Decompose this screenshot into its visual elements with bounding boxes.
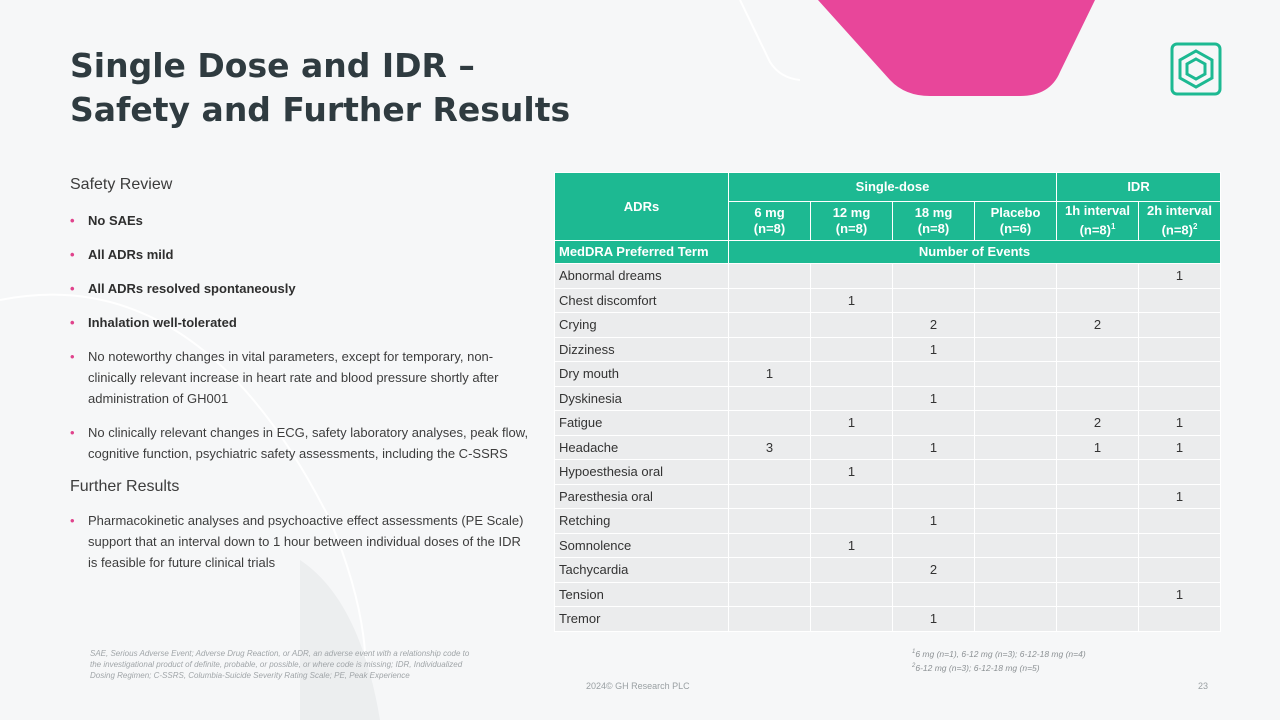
event-count-cell: 1 — [893, 386, 975, 411]
event-count-cell — [1139, 386, 1221, 411]
safety-review-heading: Safety Review — [70, 176, 173, 193]
event-count-cell: 1 — [1057, 435, 1139, 460]
event-count-cell — [975, 582, 1057, 607]
event-count-cell — [893, 582, 975, 607]
event-count-cell — [729, 337, 811, 362]
event-count-cell — [1057, 264, 1139, 289]
event-count-cell — [811, 582, 893, 607]
event-count-cell — [975, 362, 1057, 387]
number-of-events-header: Number of Events — [729, 241, 1221, 264]
adr-term-cell: Tachycardia — [555, 558, 729, 583]
event-count-cell — [729, 411, 811, 436]
event-count-cell — [1139, 362, 1221, 387]
event-count-cell: 1 — [811, 460, 893, 485]
event-count-cell — [1057, 484, 1139, 509]
event-count-cell — [729, 484, 811, 509]
event-count-cell: 1 — [811, 411, 893, 436]
event-count-cell — [1057, 337, 1139, 362]
adr-term-cell: Paresthesia oral — [555, 484, 729, 509]
adr-term-cell: Dyskinesia — [555, 386, 729, 411]
event-count-cell — [975, 411, 1057, 436]
event-count-cell — [729, 558, 811, 583]
event-count-cell: 2 — [893, 313, 975, 338]
event-count-cell — [975, 313, 1057, 338]
event-count-cell — [811, 558, 893, 583]
event-count-cell — [729, 386, 811, 411]
event-count-cell — [811, 386, 893, 411]
table-row — [555, 607, 1221, 632]
safety-bullet: • No SAEs — [70, 210, 530, 231]
abbreviations-footnote: SAE, Serious Adverse Event; Adverse Drug Reaction, or ADR, an adverse event with a relationship code to the investigational product of definite, probable, or possible, or where code is missing; IDR, Individualized Dosing Regimen; C-SSRS, Columbia-Suicide Severity Rating Scale; PE, Peak Experience — [90, 649, 470, 680]
event-count-cell — [893, 411, 975, 436]
event-count-cell — [1139, 460, 1221, 485]
safety-bullet-list — [70, 210, 530, 464]
pink-hexagon-shape — [818, 0, 1095, 96]
event-count-cell: 1 — [811, 533, 893, 558]
event-count-cell — [811, 435, 893, 460]
adr-term-cell: Somnolence — [555, 533, 729, 558]
page-title — [70, 44, 570, 132]
event-count-cell — [811, 362, 893, 387]
event-count-cell — [811, 484, 893, 509]
adr-term-cell: Tremor — [555, 607, 729, 632]
adr-term-cell: Headache — [555, 435, 729, 460]
single-dose-header: Single-dose — [729, 173, 1057, 202]
safety-bullet: • All ADRs resolved spontaneously — [70, 278, 530, 299]
adr-term-cell: Dizziness — [555, 337, 729, 362]
event-count-cell — [893, 362, 975, 387]
event-count-cell — [811, 264, 893, 289]
title-line-1: Single Dose and IDR – — [70, 46, 475, 85]
event-count-cell: 1 — [1139, 411, 1221, 436]
table-row — [555, 558, 1221, 583]
table-row — [555, 264, 1221, 289]
table-row — [555, 386, 1221, 411]
event-count-cell: 1 — [893, 337, 975, 362]
event-count-cell — [811, 607, 893, 632]
table-row — [555, 337, 1221, 362]
event-count-cell — [975, 337, 1057, 362]
event-count-cell — [1057, 533, 1139, 558]
event-count-cell — [729, 460, 811, 485]
table-row — [555, 288, 1221, 313]
event-count-cell — [1057, 582, 1139, 607]
event-count-cell: 2 — [1057, 411, 1139, 436]
column-header: Placebo (n=6) — [975, 202, 1057, 241]
table-row — [555, 411, 1221, 436]
event-count-cell: 1 — [893, 435, 975, 460]
event-count-cell — [1057, 288, 1139, 313]
column-header: 2h interval (n=8)$^2$ — [1139, 202, 1221, 241]
column-header: 6 mg (n=8) — [729, 202, 811, 241]
event-count-cell: 2 — [1057, 313, 1139, 338]
event-count-cell — [1139, 313, 1221, 338]
event-count-cell — [1057, 558, 1139, 583]
further-results-heading: Further Results — [70, 478, 180, 495]
adr-term-cell: Fatigue — [555, 411, 729, 436]
event-count-cell — [975, 558, 1057, 583]
event-count-cell — [1139, 288, 1221, 313]
event-count-cell — [729, 509, 811, 534]
event-count-cell — [893, 460, 975, 485]
event-count-cell — [893, 533, 975, 558]
event-count-cell: 1 — [893, 607, 975, 632]
event-count-cell — [729, 582, 811, 607]
event-count-cell — [1139, 558, 1221, 583]
event-count-cell — [729, 607, 811, 632]
event-count-cell — [729, 288, 811, 313]
safety-bullet: • No clinically relevant changes in ECG, safety laboratory analyses, peak flow, cognitive function, psychiatric safety assessments, including the C-SSRS — [70, 422, 530, 464]
footnote-2: $^2$6-12 mg (n=3); 6-12-18 mg (n=5) — [912, 662, 1040, 673]
event-count-cell: 1 — [1139, 484, 1221, 509]
gh-research-logo-icon — [1170, 42, 1222, 96]
event-count-cell — [1057, 607, 1139, 632]
event-count-cell: 1 — [893, 509, 975, 534]
event-count-cell — [1139, 533, 1221, 558]
safety-bullet: • All ADRs mild — [70, 244, 530, 265]
title-line-2: Safety and Further Results — [70, 90, 571, 129]
table-row — [555, 362, 1221, 387]
further-bullet: • Pharmacokinetic analyses and psychoactive effect assessments (PE Scale) support that an interval down to 1 hour between individual doses of the IDR is feasible for future clinical trials — [70, 510, 530, 573]
event-count-cell: 1 — [811, 288, 893, 313]
event-count-cell — [811, 313, 893, 338]
footnote-1: $^1$6 mg (n=1), 6-12 mg (n=3); 6-12-18 mg (n=4) — [912, 648, 1086, 659]
table-row — [555, 313, 1221, 338]
event-count-cell — [729, 533, 811, 558]
event-count-cell — [975, 484, 1057, 509]
adr-term-cell: Retching — [555, 509, 729, 534]
table-row — [555, 509, 1221, 534]
event-count-cell — [729, 264, 811, 289]
adrs-header: ADRs — [555, 173, 729, 241]
table-row — [555, 460, 1221, 485]
table-row — [555, 435, 1221, 460]
event-count-cell: 2 — [893, 558, 975, 583]
adr-table-body — [555, 264, 1221, 632]
adr-term-cell: Dry mouth — [555, 362, 729, 387]
event-count-cell — [1139, 607, 1221, 632]
event-count-cell: 1 — [1139, 582, 1221, 607]
event-count-cell — [975, 509, 1057, 534]
event-count-cell — [893, 288, 975, 313]
column-header: 18 mg (n=8) — [893, 202, 975, 241]
adr-term-cell: Chest discomfort — [555, 288, 729, 313]
event-count-cell — [975, 435, 1057, 460]
page-number: 23 — [1198, 681, 1209, 691]
table-row — [555, 533, 1221, 558]
event-count-cell — [1139, 337, 1221, 362]
event-count-cell — [1057, 509, 1139, 534]
event-count-cell — [975, 386, 1057, 411]
adr-term-cell: Hypoesthesia oral — [555, 460, 729, 485]
event-count-cell — [975, 288, 1057, 313]
left-text-column — [70, 176, 530, 586]
event-count-cell — [729, 313, 811, 338]
safety-bullet: • No noteworthy changes in vital parameters, except for temporary, non-clinically relevant increase in heart rate and blood pressure shortly after administration of GH001 — [70, 346, 530, 409]
adr-term-cell: Abnormal dreams — [555, 264, 729, 289]
event-count-cell — [975, 607, 1057, 632]
adr-term-cell: Tension — [555, 582, 729, 607]
adr-table — [554, 172, 1221, 632]
idr-header: IDR — [1057, 173, 1221, 202]
event-count-cell — [1057, 362, 1139, 387]
event-count-cell — [1057, 386, 1139, 411]
column-header: 1h interval (n=8)$^1$ — [1057, 202, 1139, 241]
event-count-cell — [1139, 509, 1221, 534]
safety-bullet: • Inhalation well-tolerated — [70, 312, 530, 333]
event-count-cell: 1 — [729, 362, 811, 387]
event-count-cell — [975, 533, 1057, 558]
event-count-cell — [975, 264, 1057, 289]
adr-term-cell: Crying — [555, 313, 729, 338]
event-count-cell — [1057, 460, 1139, 485]
meddra-term-header: MedDRA Preferred Term — [555, 241, 729, 264]
further-bullet-list — [70, 510, 530, 573]
event-count-cell — [811, 509, 893, 534]
table-footnotes — [912, 646, 1086, 674]
event-count-cell — [811, 337, 893, 362]
table-row — [555, 484, 1221, 509]
copyright-text: 2024© GH Research PLC — [586, 681, 690, 691]
event-count-cell — [975, 460, 1057, 485]
event-count-cell — [893, 264, 975, 289]
event-count-cell: 1 — [1139, 435, 1221, 460]
event-count-cell: 3 — [729, 435, 811, 460]
table-row — [555, 582, 1221, 607]
event-count-cell — [893, 484, 975, 509]
event-count-cell: 1 — [1139, 264, 1221, 289]
column-header: 12 mg (n=8) — [811, 202, 893, 241]
